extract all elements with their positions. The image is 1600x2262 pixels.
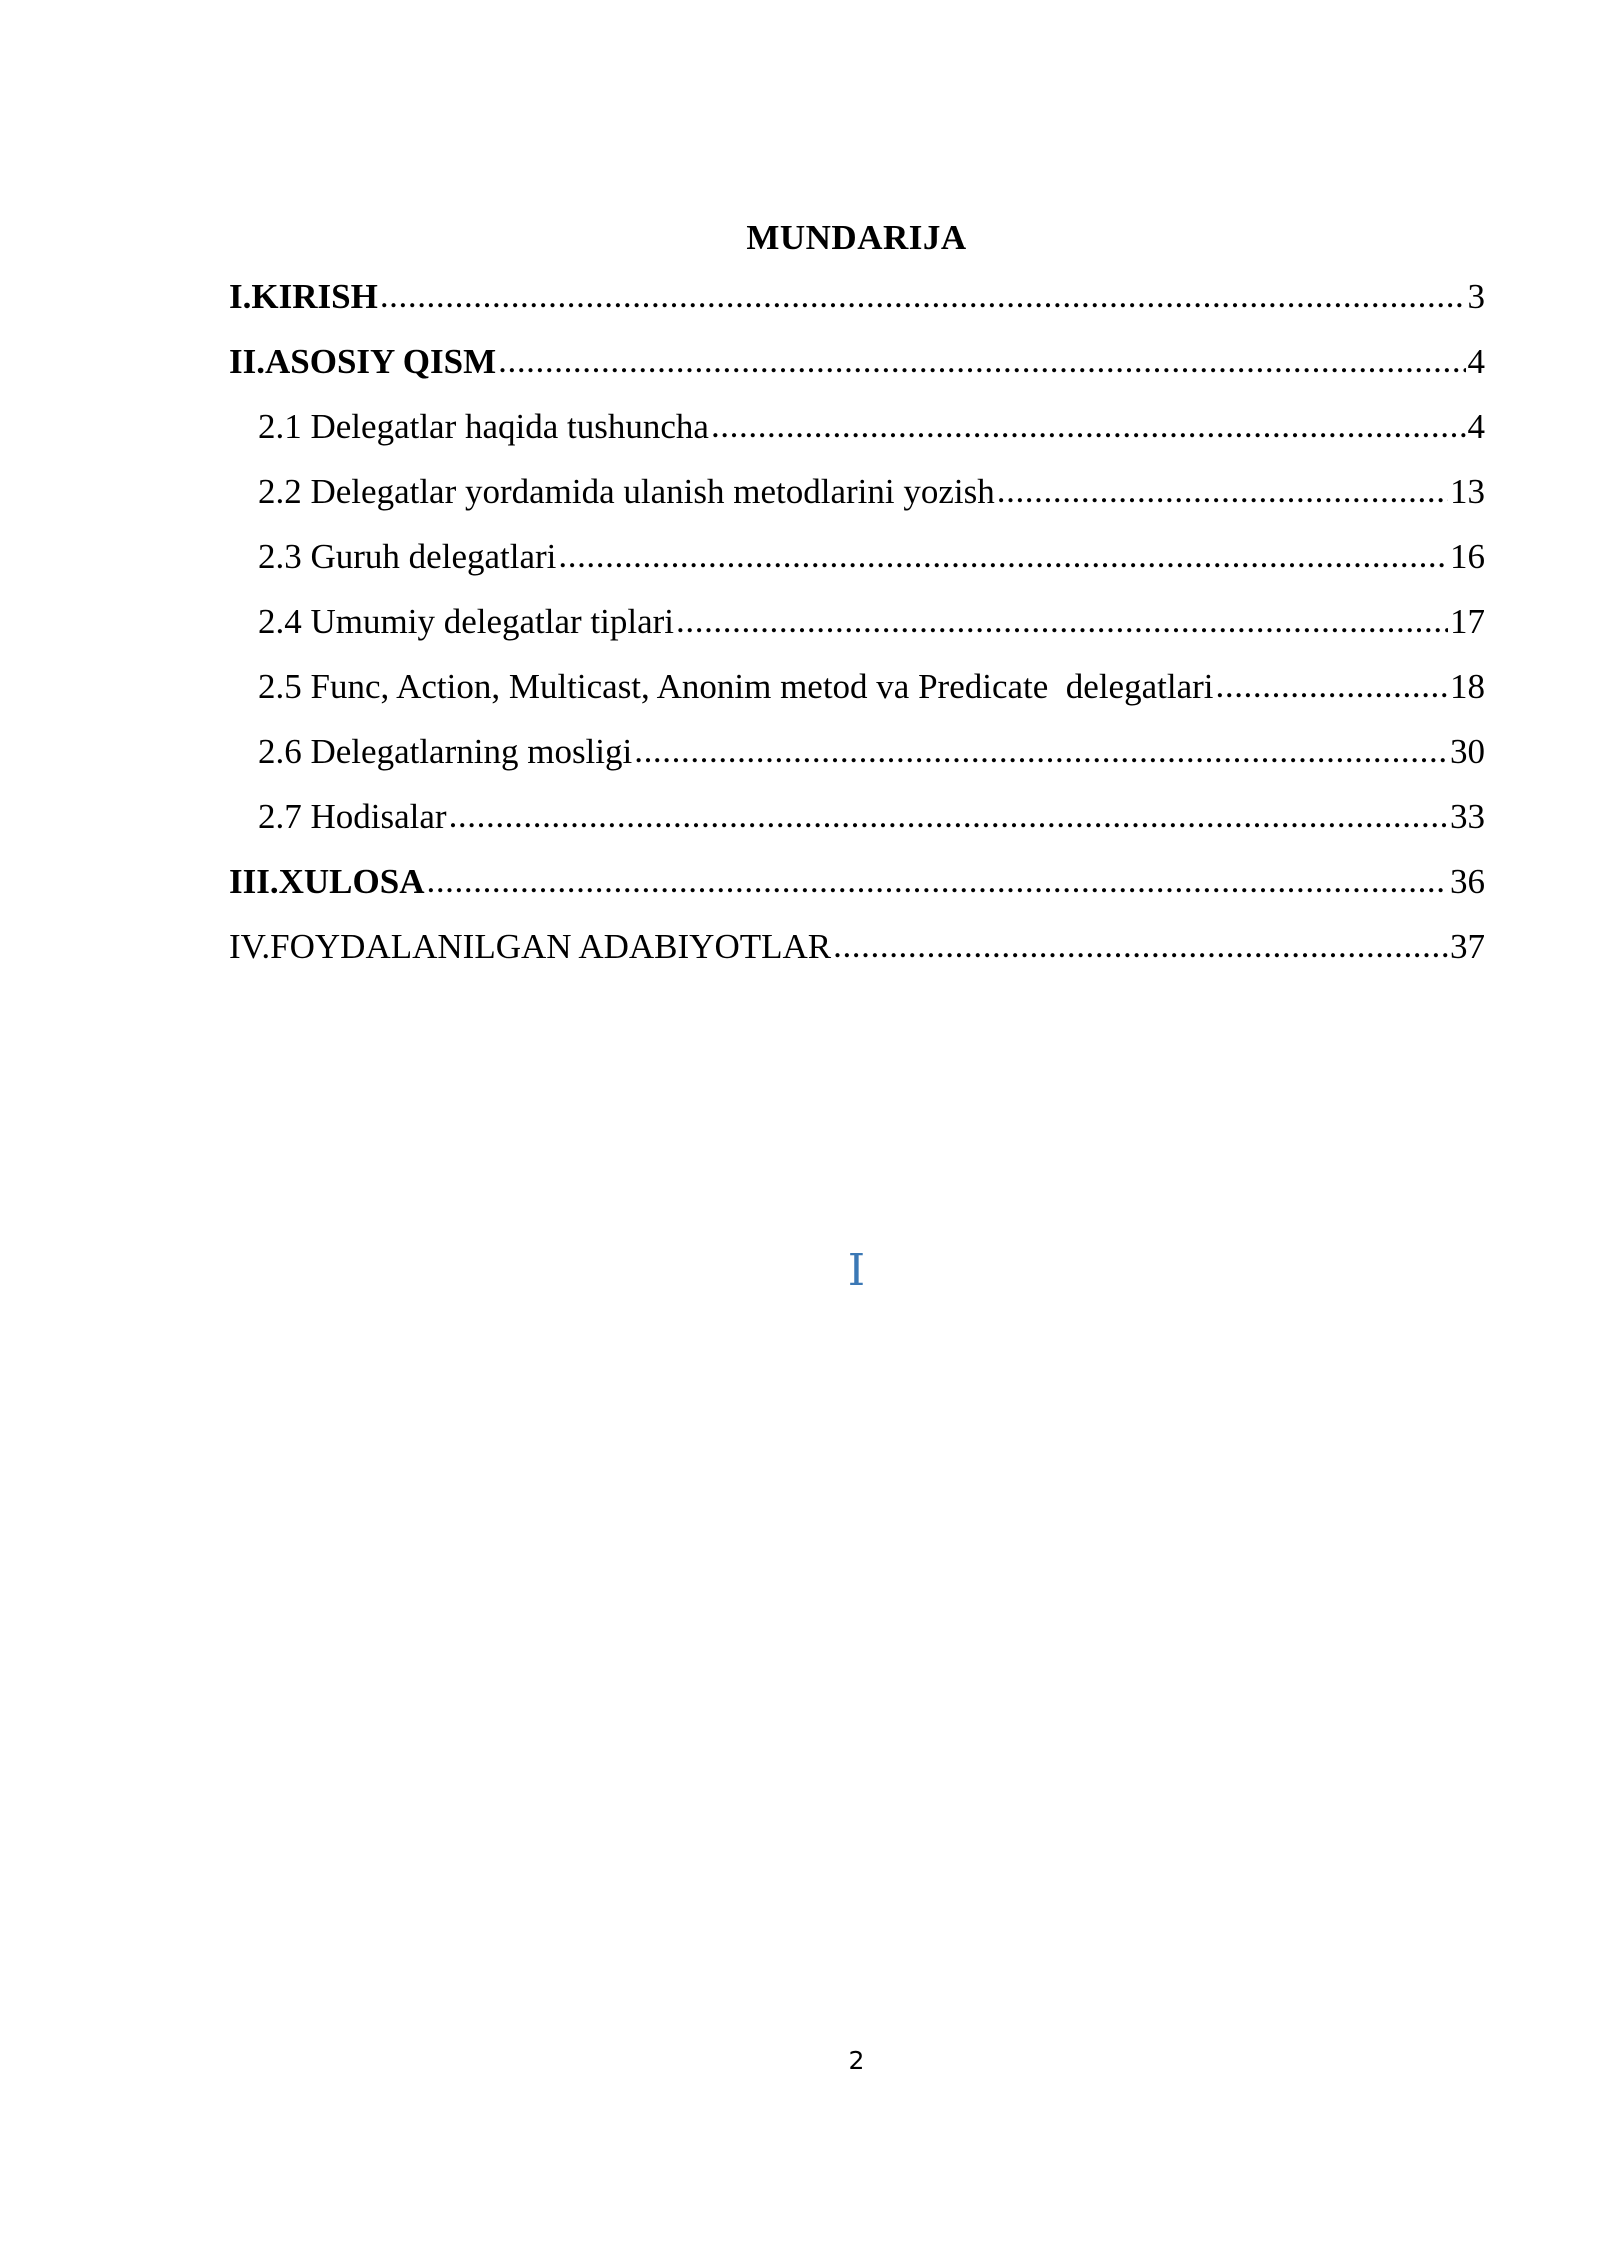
toc-dot-leader xyxy=(1216,666,1449,706)
toc-entry[interactable] xyxy=(229,602,1485,667)
toc-entry-page: 33 xyxy=(1450,797,1485,836)
toc-entry-label: 2.4 Umumiy delegatlar tiplari xyxy=(258,602,675,641)
toc-dot-leader xyxy=(380,276,1466,316)
toc-entry-page: 3 xyxy=(1467,277,1485,316)
table-of-contents xyxy=(229,277,1485,992)
toc-entry[interactable] xyxy=(229,407,1485,472)
toc-entry[interactable] xyxy=(229,732,1485,797)
toc-entry-page: 18 xyxy=(1450,667,1485,706)
toc-entry-page: 30 xyxy=(1450,732,1485,771)
toc-entry[interactable] xyxy=(229,472,1485,537)
toc-entry[interactable] xyxy=(229,277,1485,342)
toc-title: MUNDARIJA xyxy=(746,218,967,257)
toc-entry-label: IV.FOYDALANILGAN ADABIYOTLAR xyxy=(229,927,832,966)
toc-entry[interactable] xyxy=(229,862,1485,927)
toc-dot-leader xyxy=(558,536,1448,576)
toc-dot-leader xyxy=(676,601,1448,641)
toc-entry-label: III.XULOSA xyxy=(229,862,425,901)
page-number: 2 xyxy=(848,2046,865,2075)
toc-entry[interactable] xyxy=(229,927,1485,992)
toc-entry[interactable] xyxy=(229,537,1485,602)
toc-entry-label: 2.7 Hodisalar xyxy=(258,797,447,836)
toc-entry-page: 13 xyxy=(1450,472,1485,511)
toc-entry-label: 2.6 Delegatlarning mosligi xyxy=(258,732,633,771)
toc-entry-label: 2.2 Delegatlar yordamida ulanish metodlarini yozish xyxy=(258,472,995,511)
toc-entry-page: 37 xyxy=(1450,927,1485,966)
toc-entry-label: 2.1 Delegatlar haqida tushuncha xyxy=(258,407,709,446)
toc-entry[interactable] xyxy=(229,797,1485,862)
text-cursor-icon: I xyxy=(847,1245,866,1296)
toc-entry-page: 4 xyxy=(1467,342,1485,381)
toc-entry-page: 36 xyxy=(1450,862,1485,901)
toc-entry-page: 16 xyxy=(1450,537,1485,576)
toc-entry-label: 2.3 Guruh delegatlari xyxy=(258,537,557,576)
toc-dot-leader xyxy=(634,731,1448,771)
toc-entry-page: 4 xyxy=(1467,407,1485,446)
toc-dot-leader xyxy=(997,471,1448,511)
toc-entry[interactable] xyxy=(229,667,1485,732)
toc-dot-leader xyxy=(498,341,1465,381)
toc-entry-label: 2.5 Func, Action, Multicast, Anonim metod va Predicate delegatlari xyxy=(258,667,1214,706)
toc-entry-label: I.KIRISH xyxy=(229,277,378,316)
toc-dot-leader xyxy=(426,861,1448,901)
toc-entry[interactable] xyxy=(229,342,1485,407)
toc-dot-leader xyxy=(449,796,1448,836)
toc-dot-leader xyxy=(711,406,1466,446)
toc-entry-page: 17 xyxy=(1450,602,1485,641)
toc-entry-label: II.ASOSIY QISM xyxy=(229,342,497,381)
toc-dot-leader xyxy=(833,926,1448,966)
